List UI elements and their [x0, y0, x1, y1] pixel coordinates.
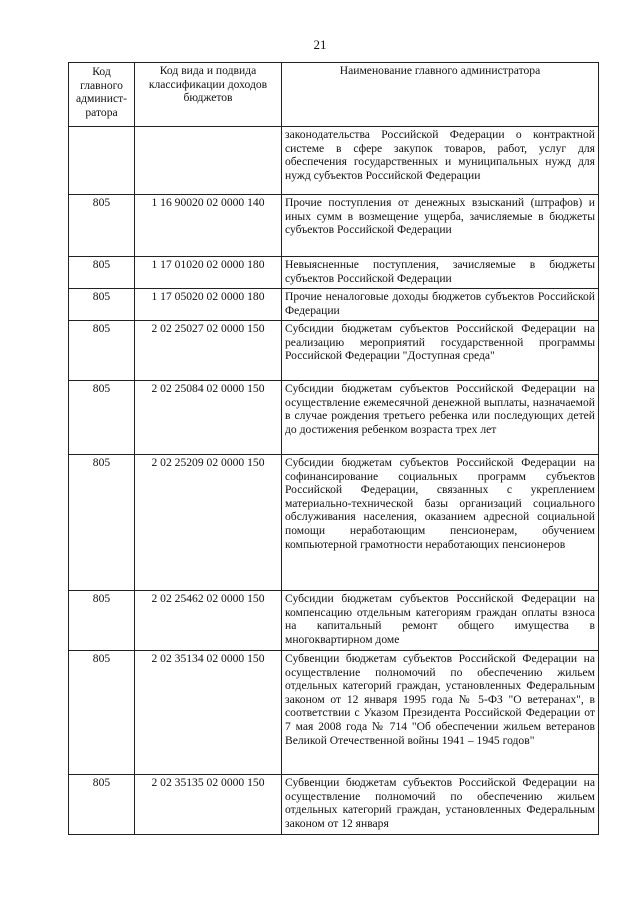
table-row	[69, 455, 599, 591]
header-admin-code: Код главного админист-ратора	[69, 63, 135, 127]
revenue-classification-table	[68, 62, 599, 835]
table-row	[69, 289, 599, 321]
header-kbk: Код вида и подвида классификации доходов бюджетов	[135, 63, 282, 127]
cell-kbk: 2 02 25027 02 0000 150	[135, 321, 282, 381]
table-row	[69, 775, 599, 835]
cell-name: законодательства Российской Федерации о контрактной системе в сфере закупок товаров, работ, услуг для обеспечения государственных и муниципальных нужд для нужд субъектов Российской Федерации	[282, 127, 599, 195]
table-row	[69, 195, 599, 257]
cell-name: Невыясненные поступления, зачисляемые в бюджеты субъектов Российской Федерации	[282, 257, 599, 289]
cell-admin-code: 805	[69, 651, 135, 775]
table-row	[69, 591, 599, 651]
table-row	[69, 321, 599, 381]
cell-name: Прочие неналоговые доходы бюджетов субъектов Российской Федерации	[282, 289, 599, 321]
cell-admin-code: 805	[69, 321, 135, 381]
cell-admin-code: 805	[69, 591, 135, 651]
cell-name: Субсидии бюджетам субъектов Российской Федерации на реализацию мероприятий государственной программы Российской Федерации "Доступная среда"	[282, 321, 599, 381]
cell-kbk: 2 02 35134 02 0000 150	[135, 651, 282, 775]
cell-admin-code: 805	[69, 195, 135, 257]
cell-admin-code: 805	[69, 455, 135, 591]
cell-kbk: 1 16 90020 02 0000 140	[135, 195, 282, 257]
cell-name: Субвенции бюджетам субъектов Российской Федерации на осуществление полномочий по обеспечению жильем отдельных категорий граждан, установленных Федеральным законом от 12 января	[282, 775, 599, 835]
table-row	[69, 257, 599, 289]
cell-kbk: 2 02 35135 02 0000 150	[135, 775, 282, 835]
table-header-row	[69, 63, 599, 127]
table-row	[69, 381, 599, 455]
cell-name: Прочие поступления от денежных взысканий (штрафов) и иных сумм в возмещение ущерба, зачисляемые в бюджеты субъектов Российской Федерации	[282, 195, 599, 257]
cell-kbk	[135, 127, 282, 195]
cell-name: Субвенции бюджетам субъектов Российской Федерации на осуществление полномочий по обеспечению жильем отдельных категорий граждан, установленных Федеральным законом от 12 января 1995 года № 5-ФЗ "О ветеранах", в соответствии с Указом Президента Российской Федерации от 7 мая 2008 года № 714 "Об обеспечении жильем ветеранов Великой Отечественной войны 1941 – 1945 годов"	[282, 651, 599, 775]
cell-admin-code: 805	[69, 289, 135, 321]
cell-kbk: 1 17 01020 02 0000 180	[135, 257, 282, 289]
table-row	[69, 127, 599, 195]
cell-admin-code: 805	[69, 257, 135, 289]
cell-admin-code	[69, 127, 135, 195]
table-row	[69, 651, 599, 775]
cell-name: Субсидии бюджетам субъектов Российской Федерации на компенсацию отдельным категориям граждан оплаты взноса на капитальный ремонт общего имущества в многоквартирном доме	[282, 591, 599, 651]
cell-name: Субсидии бюджетам субъектов Российской Федерации на осуществление ежемесячной денежной выплаты, назначаемой в случае рождения третьего ребенка или последующих детей до достижения ребенком возраста трех лет	[282, 381, 599, 455]
cell-name: Субсидии бюджетам субъектов Российской Федерации на софинансирование социальных программ субъектов Российской Федерации, связанных с укреплением материально-технической базы организаций социального обслуживания населения, оказанием адресной социальной помощи неработающим пенсионерам, обучением компьютерной грамотности неработающих пенсионеров	[282, 455, 599, 591]
page-number: 21	[313, 37, 327, 52]
cell-kbk: 1 17 05020 02 0000 180	[135, 289, 282, 321]
cell-admin-code: 805	[69, 775, 135, 835]
cell-kbk: 2 02 25084 02 0000 150	[135, 381, 282, 455]
cell-kbk: 2 02 25209 02 0000 150	[135, 455, 282, 591]
header-admin-name: Наименование главного администратора	[282, 63, 599, 127]
cell-kbk: 2 02 25462 02 0000 150	[135, 591, 282, 651]
cell-admin-code: 805	[69, 381, 135, 455]
